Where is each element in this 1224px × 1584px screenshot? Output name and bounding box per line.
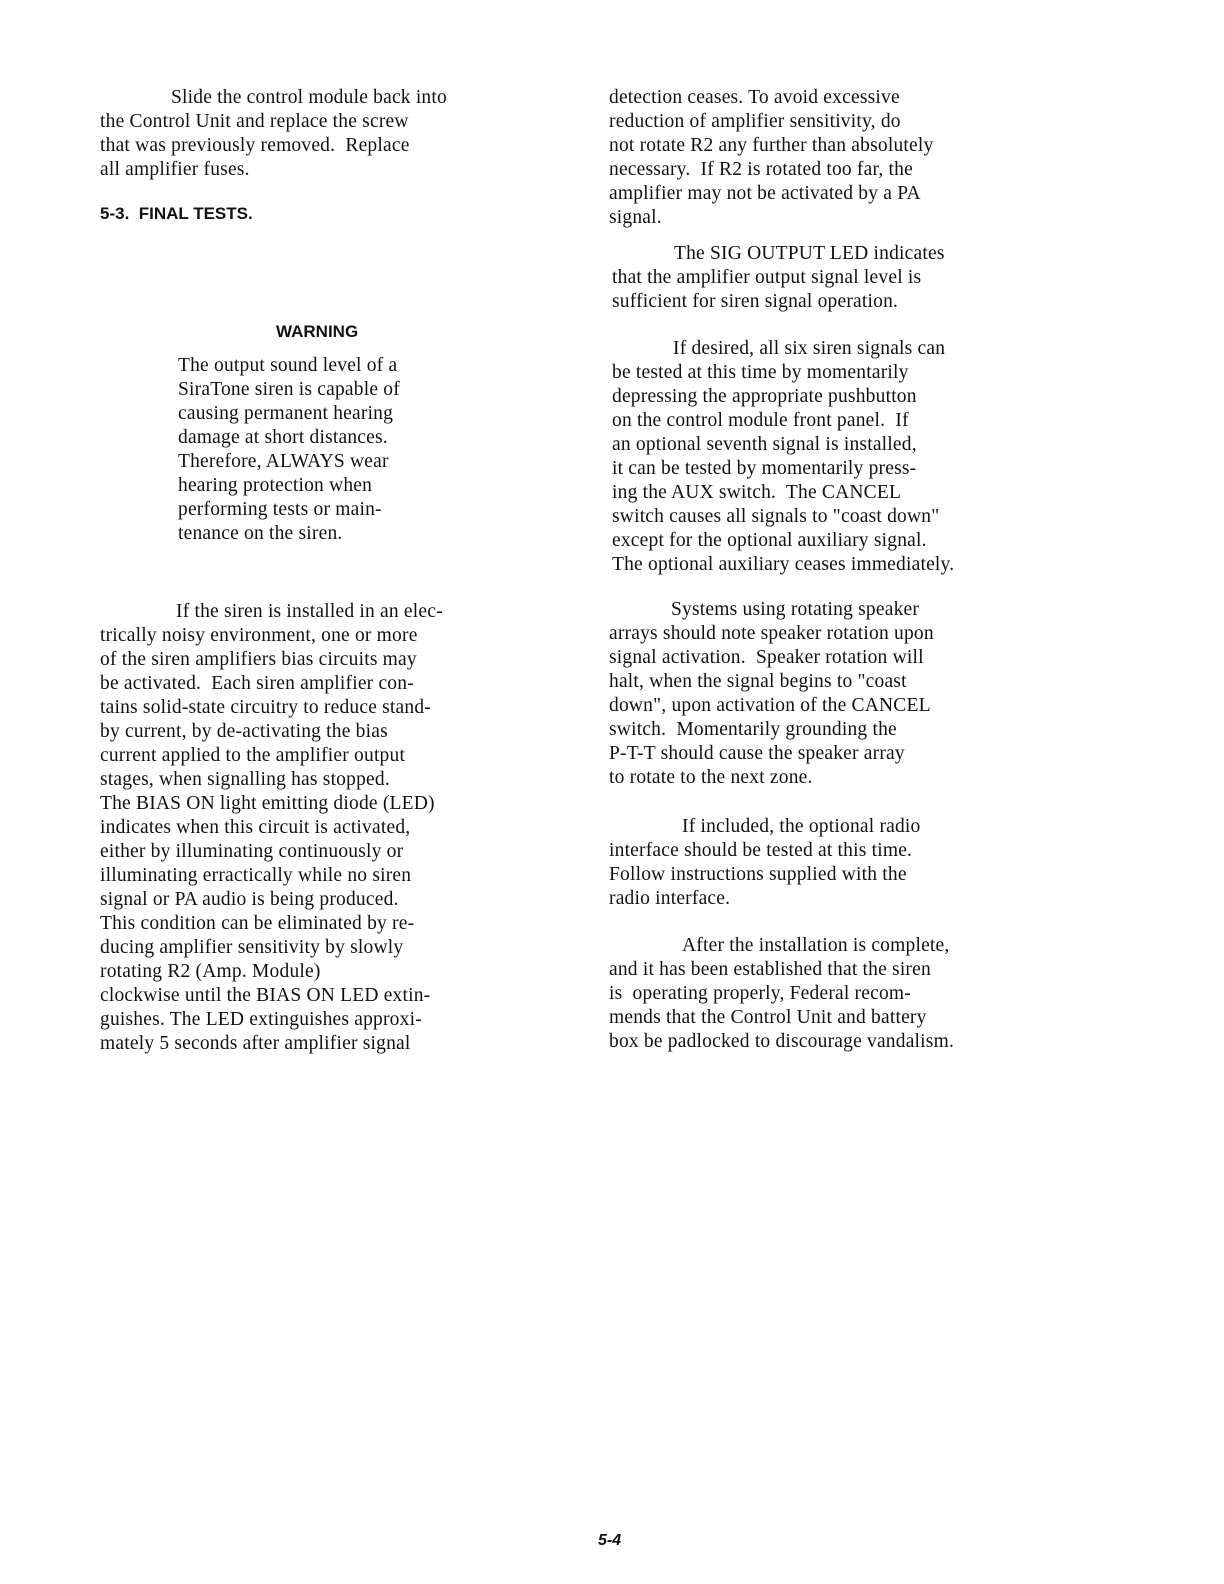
text-line: be activated. Each siren amplifier con- xyxy=(100,673,414,694)
text-line: down", upon activation of the CANCEL xyxy=(609,695,931,716)
text-line: damage at short distances. xyxy=(178,427,388,448)
text-line: The output sound level of a xyxy=(178,355,398,376)
text-line: halt, when the signal begins to "coast xyxy=(609,671,907,692)
text-line: If included, the optional radio xyxy=(682,816,921,837)
text-line: indicates when this circuit is activated, xyxy=(100,817,411,838)
text-line: it can be tested by momentarily press- xyxy=(612,458,917,479)
text-line: switch causes all signals to "coast down" xyxy=(612,506,940,527)
text-line: rotating R2 (Amp. Module) xyxy=(100,961,321,982)
text-line: on the control module front panel. If xyxy=(612,410,909,431)
text-line: stages, when signalling has stopped. xyxy=(100,769,390,790)
text-line: sufficient for siren signal operation. xyxy=(612,291,899,312)
text-line: is operating properly, Federal recom- xyxy=(609,983,911,1004)
text-line: trically noisy environment, one or more xyxy=(100,625,418,646)
warning-title: WARNING xyxy=(276,322,359,341)
text-line: guishes. The LED extinguishes approxi- xyxy=(100,1009,422,1030)
text-line: P-T-T should cause the speaker array xyxy=(609,743,905,764)
text-line: tenance on the siren. xyxy=(178,523,343,544)
text-line: be tested at this time by momentarily xyxy=(612,362,909,383)
text-line: illuminating erractically while no siren xyxy=(100,865,412,886)
text-line: an optional seventh signal is installed, xyxy=(612,434,917,455)
text-line: ing the AUX switch. The CANCEL xyxy=(612,482,902,503)
text-line: Therefore, ALWAYS wear xyxy=(178,451,389,472)
text-line: This condition can be eliminated by re- xyxy=(100,913,415,934)
text-line: not rotate R2 any further than absolutely xyxy=(609,135,934,156)
text-line: Follow instructions supplied with the xyxy=(609,864,907,885)
text-line: The optional auxiliary ceases immediately. xyxy=(612,554,955,575)
text-line: If desired, all six siren signals can xyxy=(673,338,946,359)
text-line: depressing the appropriate pushbutton xyxy=(612,386,917,407)
text-line: hearing protection when xyxy=(178,475,373,496)
text-line: Systems using rotating speaker xyxy=(671,599,920,620)
text-line: that was previously removed. Replace xyxy=(100,135,410,156)
text-line: to rotate to the next zone. xyxy=(609,767,813,788)
text-line: detection ceases. To avoid excessive xyxy=(609,87,900,108)
text-line: The SIG OUTPUT LED indicates xyxy=(674,243,945,264)
text-line: ducing amplifier sensitivity by slowly xyxy=(100,937,404,958)
text-line: mends that the Control Unit and battery xyxy=(609,1007,927,1028)
text-line: and it has been established that the siren xyxy=(609,959,931,980)
text-line: performing tests or main- xyxy=(178,499,382,520)
text-line: causing permanent hearing xyxy=(178,403,394,424)
text-line: reduction of amplifier sensitivity, do xyxy=(609,111,901,132)
text-line: the Control Unit and replace the screw xyxy=(100,111,409,132)
text-line: arrays should note speaker rotation upon xyxy=(609,623,934,644)
text-line: except for the optional auxiliary signal. xyxy=(612,530,927,551)
text-line: mately 5 seconds after amplifier signal xyxy=(100,1033,411,1054)
text-line: After the installation is complete, xyxy=(682,935,950,956)
text-line: signal or PA audio is being produced. xyxy=(100,889,399,910)
page-number: 5-4 xyxy=(598,1532,622,1549)
text-line: all amplifier fuses. xyxy=(100,159,250,180)
text-line: either by illuminating continuously or xyxy=(100,841,404,862)
text-line: switch. Momentarily grounding the xyxy=(609,719,897,740)
text-line: that the amplifier output signal level is xyxy=(612,267,922,288)
text-line: SiraTone siren is capable of xyxy=(178,379,400,400)
text-line: tains solid-state circuitry to reduce stand- xyxy=(100,697,431,718)
text-line: clockwise until the BIAS ON LED extin- xyxy=(100,985,431,1006)
text-line: box be padlocked to discourage vandalism. xyxy=(609,1031,955,1052)
text-line: by current, by de-activating the bias xyxy=(100,721,388,742)
text-line: radio interface. xyxy=(609,888,731,909)
text-line: of the siren amplifiers bias circuits may xyxy=(100,649,417,670)
section-heading: 5-3. FINAL TESTS. xyxy=(100,204,253,223)
text-line: The BIAS ON light emitting diode (LED) xyxy=(100,793,435,814)
text-line: If the siren is installed in an elec- xyxy=(176,601,443,622)
text-line: signal activation. Speaker rotation will xyxy=(609,647,924,668)
text-line: interface should be tested at this time. xyxy=(609,840,913,861)
text-line: Slide the control module back into xyxy=(171,87,447,108)
text-line: amplifier may not be activated by a PA xyxy=(609,183,921,204)
text-line: current applied to the amplifier output xyxy=(100,745,406,766)
text-line: signal. xyxy=(609,207,662,228)
text-line: necessary. If R2 is rotated too far, the xyxy=(609,159,913,180)
